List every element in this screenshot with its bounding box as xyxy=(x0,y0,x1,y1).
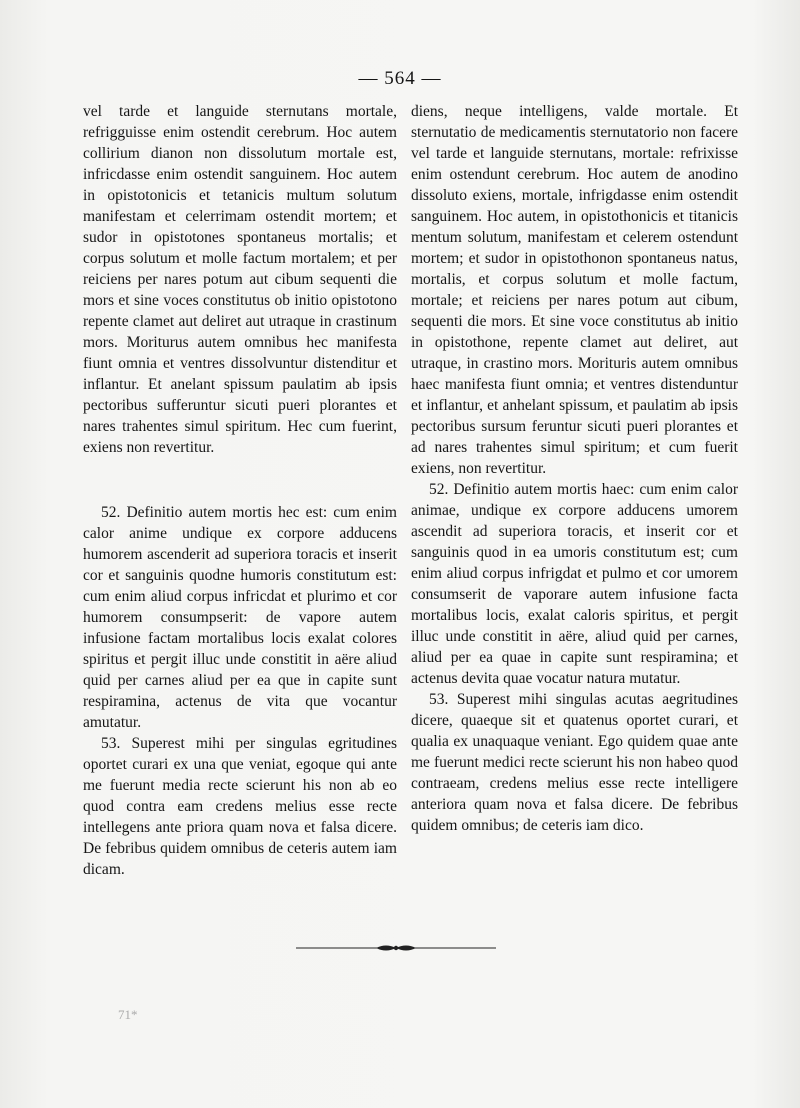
left-paragraph-1: vel tarde et languide sternutans mortale, refrigguisse enim ostendit cerebrum. Hoc autem collirium dianon non dissolutum mortale est, infricdasse enim ostendit sanguinem. Hoc autem in opistotonicis et tetanicis multum solutum manifestam et celerrimam ostendit mortem; et sudor in opistotones spontaneus mortalis; et corpus solutum et molle factum mortalem; et per reiciens per nares potum aut cibum sequenti die mors et sine voces constitutus ob initio opistotono repente clamet aut deliret aut utraque in crastinum mors. Moriturus autem omnibus hec manifesta fiunt omnia et ventres dissolvuntur distenditur et inflantur. Et anelant spissum paulatim ab ipsis pectoribus sufferuntur sicuti pueri plorantes et nares trahentes simul spiritum. Hec cum fuerint, exiens non revertitur. xyxy=(83,103,397,456)
page-number: — 564 — xyxy=(358,68,442,89)
left-paragraph-52: 52. Definitio autem mortis hec est: cum enim calor anime undique ex corpore adducens humorem ascenderit ad superiora toracis et inserit cor et sanguinis quodne humoris constitutum est: cum enim aliud corpus infricdat et plurimo et cor humorem consumpserit: de vapore autem infusione factam mortalibus locis exalat colores spiritus et pergit illuc unde constitit in aëre aliud quid per carnes aliud per ea que in capite sunt respiramina, actenus de vita que vocantur amutatur. xyxy=(83,504,397,731)
right-column xyxy=(411,101,738,836)
signature-mark: 71* xyxy=(118,1007,138,1022)
right-paragraph-53: 53. Superest mihi singulas acutas aegritudines dicere, quaeque sit et quatenus oportet curari, et qualia ex unaquaque veniant. Ego quidem quae ante me fuerunt medici recte scierunt his non habeo quod contraeam, credens melius esse recte intelligere anteriora quam nova et falsa dicere. De febribus quidem omnibus; de ceteris iam dico. xyxy=(411,691,738,834)
section-end-ornament xyxy=(296,943,496,953)
right-paragraph-52: 52. Definitio autem mortis haec: cum enim calor animae, undique ex corpore adducens umorem ascendit ad superiora toracis, et inserit cor et sanguinis quod in ea umoris constitutum est; cum enim aliud corpus infrigdat et pulmo et cor umorem consumserit de vaporare autem infusione facta mortalibus locis, exalat caloris spiritus, et pergit illuc unde constitit in aëre, aliud quid per carnes, aliud per ea quae in capite sunt respiramina; et actenus devita quae vocatur natura mutatur. xyxy=(411,481,738,687)
right-paragraph-1: diens, neque intelligens, valde mortale. Et sternutatio de medicamentis sternutatorio non facere vel tarde et languide sternutans, mortale: refrixisse enim ostendunt cerebrum. Hoc autem de anodino dissoluto exiens, mortale, infrigdasse enim ostendit sanguinem. Hoc autem, in opistothonicis et titanicis mentum solutum, manifestam et celerem ostendunt mortem; et sudor in opistothonon spontaneus natus, mortalis, et corpus solutum et molle factum, mortale; et reiciens per nares potum aut cibum, sequenti die mors. Et sine voce constitutus ab initio in opistothone, repente clamet aut deliret, aut utraque, in crastino mors. Morituris autem omnibus haec manifesta fiunt omnia; et ventres distenduntur et inflantur, et anhelant spissum, et paulatim ab ipsis pectoribus sursum feruntur sicuti pueri plorantes et ad nares trahentes simul spiritum; et cum fuerit exiens, non revertitur. xyxy=(411,103,738,477)
left-column xyxy=(83,101,397,880)
left-paragraph-53: 53. Superest mihi per singulas egritudines oportet curari ex una que veniat, egoque qui ante me fuerunt media recte scierunt his non ab eo quod contra eam credens melius esse recte intellegens ante priora quam nova et falsa dicere. De febribus quidem omnibus de ceteris autem iam dicam. xyxy=(83,735,397,878)
paragraph-gap xyxy=(83,458,397,502)
